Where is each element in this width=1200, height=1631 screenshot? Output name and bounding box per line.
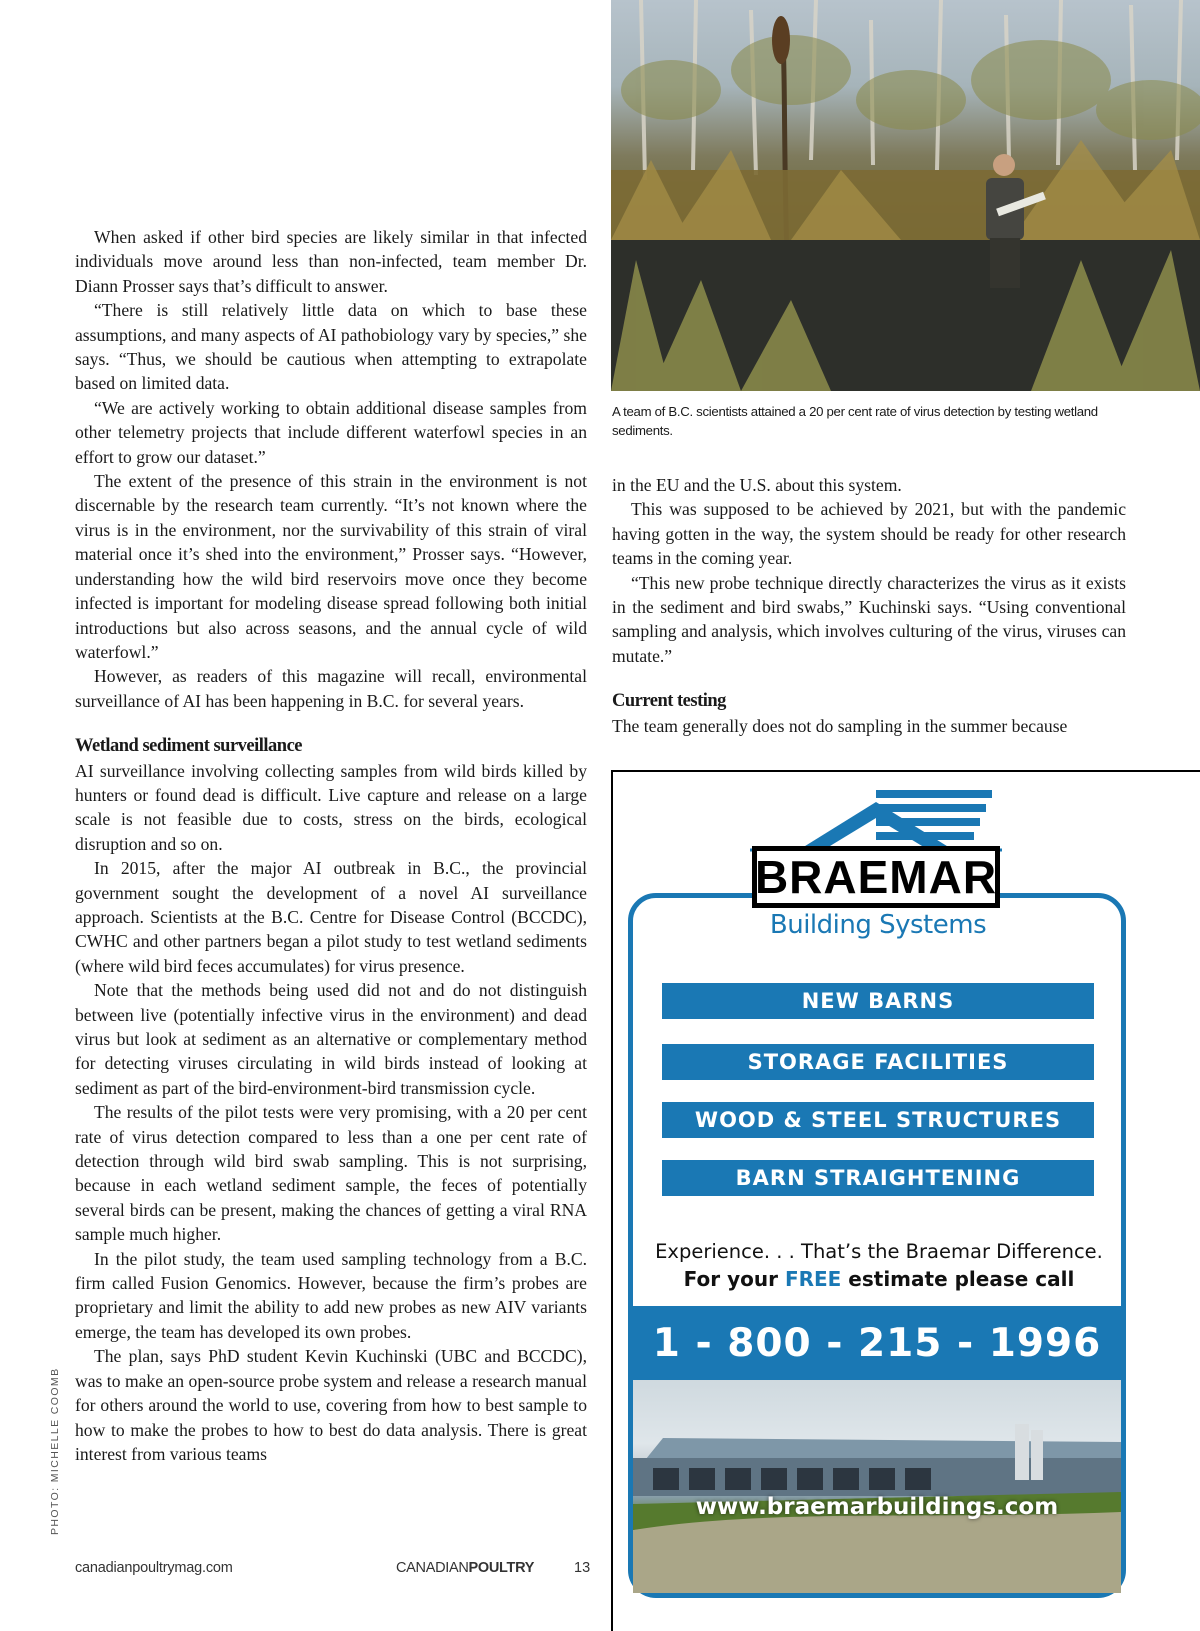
service-barn-straightening: BARN STRAIGHTENING: [662, 1160, 1094, 1196]
article-paragraph: In the pilot study, the team used sampling technology from a B.C. firm called Fusion Genomics. However, because the firm’s probes are proprietary and limit the ability to add new probes as new AIV variants emerge, the team has developed its own probes.: [75, 1248, 587, 1342]
service-wood-steel-structures: WOOD & STEEL STRUCTURES: [662, 1102, 1094, 1138]
cta-before: For your: [683, 1267, 785, 1291]
page-number: 13: [574, 1560, 591, 1576]
phone-number[interactable]: 1 - 800 - 215 - 1996: [652, 1320, 1102, 1366]
footer-magazine-name: [396, 1560, 534, 1576]
article-paragraph: Note that the methods being used did not and do not distinguish between live (potentially infective virus in the environment) and dead virus but look at sediment as an alternative or complementary method for detecting viruses circulating in wild birds instead of looking at sediment as part of the bird-environment-bird transmission cycle.: [75, 980, 587, 1098]
article-paragraph: The team generally does not do sampling in the summer because: [612, 715, 1068, 736]
brand-name: BRAEMAR: [754, 851, 998, 903]
article-paragraph: This was supposed to be achieved by 2021, but with the pandemic having gotten in the way, the system should be ready for other research teams in the coming year.: [612, 499, 1126, 569]
phone-bar: [633, 1306, 1121, 1380]
footer-site-url[interactable]: canadianpoultrymag.com: [75, 1560, 233, 1576]
article-left-column: [75, 225, 587, 1466]
article-paragraph: The results of the pilot tests were very promising, with a 20 per cent rate of virus detection compared to less than a one per cent rate of detection through wild bird swab sampling. This is not surprising, because in each wetland sediment sample, the feces of potentially several birds can be present, making the chances of getting a viral RNA sample much higher.: [75, 1102, 587, 1245]
article-paragraph: However, as readers of this magazine will recall, environmental surveillance of AI has been happening in B.C. for several years.: [75, 666, 587, 711]
article-paragraph: AI surveillance involving collecting samples from wild birds killed by hunters or found dead is difficult. Live capture and release on a large scale is not feasible due to costs, stress on the birds, ecological disruption and so on.: [75, 760, 587, 854]
section-subhead: Wetland sediment surveillance: [75, 736, 303, 757]
article-paragraph: In 2015, after the major AI outbreak in B.C., the provincial government sought the development of a novel AI surveillance approach. Scientists at the B.C. Centre for Disease Control (BCCDC), CWHC and other partners began a pilot study to test wetland sediments (where wild bird feces accumulates) for virus presence.: [75, 858, 587, 976]
service-storage-facilities: STORAGE FACILITIES: [662, 1044, 1094, 1080]
footer-mag-prefix: CANADIAN: [396, 1560, 469, 1576]
ad-tagline: Experience. . . That’s the Braemar Difference.: [655, 1240, 1103, 1263]
barn-photo-scene: [633, 1380, 1121, 1593]
article-paragraph: The plan, says PhD student Kevin Kuchinski (UBC and BCCDC), was to make an open-source probe system and release a research manual for others around the world to use, covering from how to best sample to how to make the probes to how to best do data analysis. There is great interest from various teams: [75, 1346, 587, 1464]
article-paragraph: “This new probe technique directly characterizes the virus as it exists in the sediment and bird swabs,” Kuchinski says. “Using conventional sampling and analysis, which involves culturing of the virus, viruses can mutate.”: [612, 572, 1126, 666]
article-paragraph: When asked if other bird species are likely similar in that infected individuals move around less than non-infected, team member Dr. Diann Prosser says that’s difficult to answer.: [75, 227, 587, 296]
barn-photo: [633, 1380, 1121, 1593]
photo-caption: A team of B.C. scientists attained a 20 per cent rate of virus detection by testing wetland sediments.: [612, 404, 1098, 438]
photo-credit: PHOTO: MICHELLE COOMB: [49, 1367, 61, 1535]
article-right-column: [612, 473, 1126, 738]
wetland-photo: [611, 0, 1200, 391]
service-new-barns: NEW BARNS: [662, 983, 1094, 1019]
wetland-photo-scene: [611, 0, 1200, 391]
ad-frame-left-rule: [611, 770, 613, 1631]
braemar-logo: [752, 846, 1000, 908]
cta-after: estimate please call: [841, 1267, 1075, 1291]
article-paragraph: “We are actively working to obtain additional disease samples from other telemetry projects that include different waterfowl species in an effort to grow our dataset.”: [75, 397, 587, 467]
website-url[interactable]: www.braemarbuildings.com: [695, 1494, 1059, 1520]
article-paragraph: in the EU and the U.S. about this system.: [612, 475, 902, 495]
article-paragraph: “There is still relatively little data on which to base these assumptions, and many aspects of AI pathobiology vary by species,” she says. “Thus, we should be cautious when attempting to extrapolate based on limited data.: [75, 300, 587, 394]
ad-call-to-action: [640, 1267, 1118, 1291]
brand-subtitle: Building Systems: [769, 910, 987, 940]
footer-mag-bold: POULTRY: [468, 1560, 535, 1576]
article-paragraph: The extent of the presence of this strain in the environment is not discernable by the research team currently. “It’s not known where the virus is in the environment, nor the survivability of this strain of viral material once it’s shed into the environment,” Prosser says. “However, understanding how the wild bird reservoirs move once they become infected is important for modeling disease spread following both initial introductions but also across seasons, and the annual cycle of wild waterfowl.”: [75, 471, 587, 662]
section-subhead: Current testing: [612, 691, 726, 712]
cta-free: FREE: [784, 1267, 842, 1291]
ad-frame-top-rule: [611, 770, 1200, 772]
